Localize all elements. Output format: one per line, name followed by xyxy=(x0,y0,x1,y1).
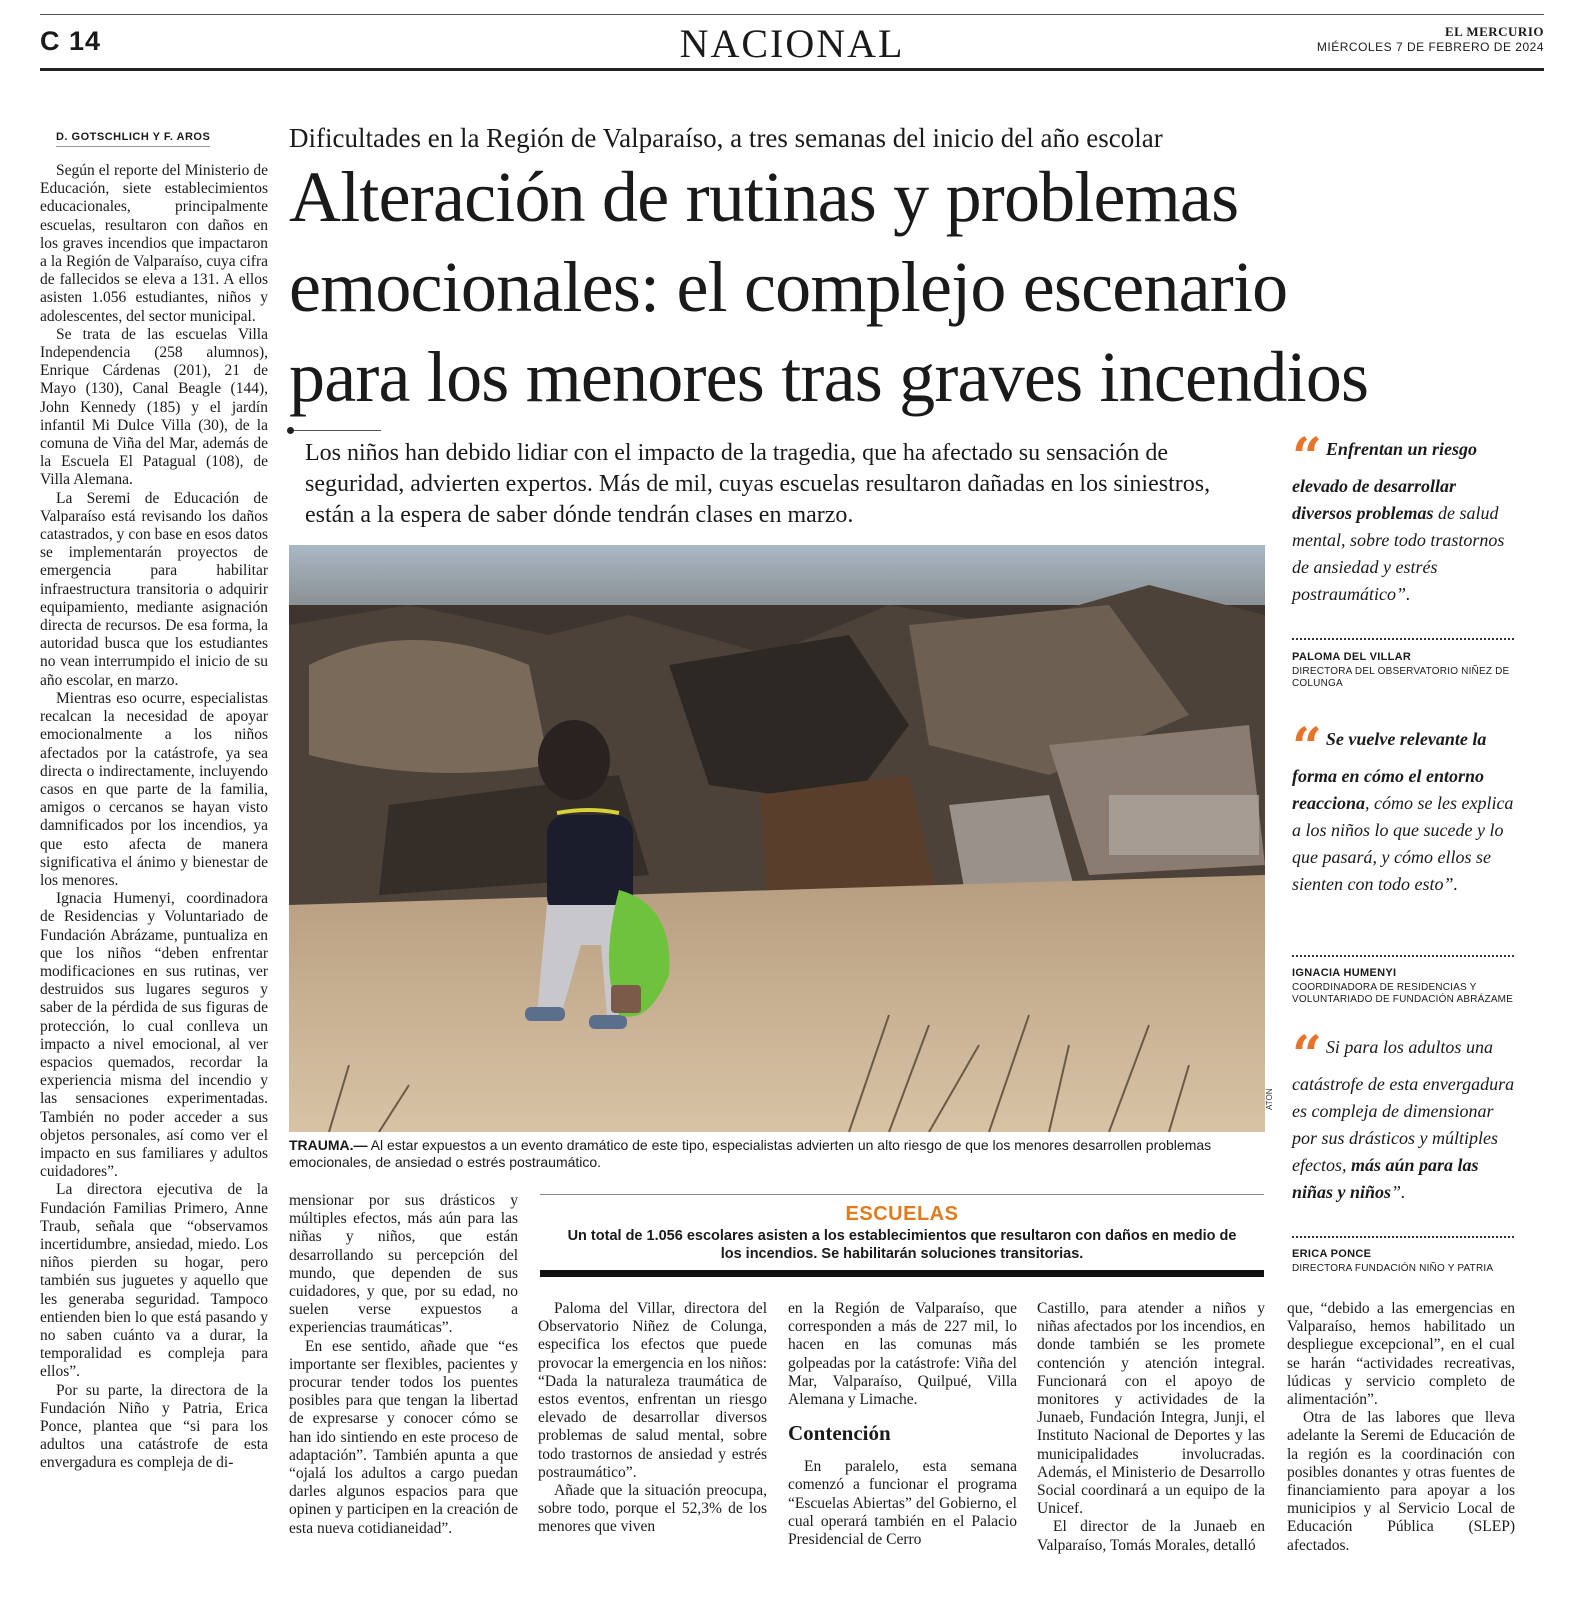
header-top-rule xyxy=(40,14,1544,15)
article-column-2 xyxy=(289,1192,518,1592)
paragraph: Añade que la situación preocupa, sobre todo, porque el 52,3% de los menores que viven xyxy=(538,1482,767,1536)
byline: D. GOTSCHLICH Y F. AROS xyxy=(56,131,210,147)
quote-author: IGNACIA HUMENYI xyxy=(1292,967,1397,979)
photo-illustration xyxy=(289,545,1265,1132)
paragraph: Paloma del Villar, directora del Observatorio Niñez de Colunga, especifica los efectos que puede provocar la emergencia en los niños: “Dada la naturaleza traumática de estos eventos, enfrentan un riesgo elevado de desarrollar diversos problemas de salud mental, sobre todo trastornos de ansiedad y estrés postraumático”. xyxy=(538,1300,767,1481)
paragraph: Ignacia Humenyi, coordinadora de Residencias y Voluntariado de Fundación Abrázame, puntualiza en que los niños “deben enfrentar modificaciones en sus rutinas, ver destruidos sus lugares seguros y saber de la pérdida de sus figuras de protección, lo cual conlleva un impacto a nivel emocional, al ver espacios quemados, recordar la experiencia misma del incendio y las sensaciones experimentadas. También no poder acceder a sus objetos personales, así como ver el impacto en sus familiares y adultos cuidadores”. xyxy=(40,890,268,1181)
photo-credit: ATON xyxy=(1265,1088,1274,1110)
paragraph: que, “debido a las emergencias en Valparaíso, hemos habilitado un despliegue excepcional”, en el cual se harán “actividades recreativas, lúdicas y servicio completo de alimentación”. xyxy=(1287,1300,1515,1409)
quote-mark-icon: “ xyxy=(1292,717,1322,778)
box-top-rule xyxy=(540,1194,1264,1195)
quote-bold: Enfrentan un riesgo elevado de desarrollar diversos problemas xyxy=(1292,439,1477,523)
quote-bold: Se vuelve relevante la forma en cómo el entorno reacciona xyxy=(1292,729,1487,813)
masthead: EL MERCURIO xyxy=(1444,24,1544,39)
article-column-6 xyxy=(1287,1300,1515,1592)
info-box-title: ESCUELAS xyxy=(845,1203,959,1225)
quote-divider xyxy=(1292,1236,1514,1238)
quote-author-role: DIRECTORA DEL OBSERVATORIO NIÑEZ DE COLUNGA xyxy=(1292,666,1510,689)
paragraph: Se trata de las escuelas Villa Independencia (258 alumnos), Enrique Cárdenas (201), 21 de Mayo (130), Canal Beagle (144), John Kennedy (185) y el jardín infantil Mi Dulce Villa (30), de la comuna de Viña del Mar, además de la Escuela El Patagual (108), de Villa Alemana. xyxy=(40,325,268,489)
info-box-text: Un total de 1.056 escolares asisten a los establecimientos que resultaron con daños en medio de los incendios. Se habilitarán soluciones transitorias. xyxy=(567,1228,1237,1262)
deck: Los niños han debido lidiar con el impacto de la tragedia, que ha afectado su sensación de seguridad, advierten expertos. Más de mil, cuyas escuelas resultaron dañadas en los siniestros, están a la espera de saber dónde tendrán clases en marzo. xyxy=(305,440,1211,528)
quote-author-role: DIRECTORA FUNDACIÓN NIÑO Y PATRIA xyxy=(1292,1263,1494,1274)
quote-author: PALOMA DEL VILLAR xyxy=(1292,651,1412,663)
quote-divider xyxy=(1292,955,1514,957)
paragraph: La directora ejecutiva de la Fundación Familias Primero, Anne Traub, señala que “observamos incertidumbre, ansiedad, miedo. Los niños pierden su hogar, pero también sus juguetes y aquello que les generaba seguridad. Tampoco entienden bien lo que está pasando y no saben cuánto va a durar, la temporalidad es compleja para ellos”. xyxy=(40,1181,268,1381)
header-rule xyxy=(40,68,1544,71)
section-title: NACIONAL xyxy=(679,21,905,66)
paragraph: La Seremi de Educación de Valparaíso está revisando los daños catastrados, y con base en esos datos se implementarán proyectos de emergencia para habilitar infraestructura transitoria o adquirir equipamiento, mediante asignación directa de recursos. De esa forma, la autoridad busca que los estudiantes no vean interrumpido el inicio de su año escolar, en marzo. xyxy=(40,489,268,689)
pull-quote xyxy=(1292,1025,1516,1206)
quote-mark-icon: “ xyxy=(1292,1025,1322,1086)
headline-line: para los menores tras graves incendios xyxy=(289,337,1369,417)
quote-divider xyxy=(1292,638,1514,640)
page-number: C 14 xyxy=(40,26,102,56)
article-column-1 xyxy=(40,162,268,1592)
paragraph: Según el reporte del Ministerio de Educación, siete establecimientos educacionales, principalmente escuelas, resultaron con daños en los graves incendios que impactaron a la Región de Valparaíso, cuya cifra de fallecidos se eleva a 131. A ellos asisten 1.056 estudiantes, niños y adolescentes, del sector municipal. xyxy=(40,162,268,325)
kicker: Dificultades en la Región de Valparaíso, a tres semanas del inicio del año escolar xyxy=(289,123,1163,153)
quote-mark-icon: “ xyxy=(1292,427,1322,488)
subhead: Contención xyxy=(788,1421,891,1446)
quote-author-role: COORDINADORA DE RESIDENCIAS Y VOLUNTARIADO DE FUNDACIÓN ABRÁZAME xyxy=(1292,982,1514,1005)
pull-quote xyxy=(1292,717,1516,898)
publication-date: MIÉRCOLES 7 DE FEBRERO DE 2024 xyxy=(1316,40,1544,54)
deck-rule xyxy=(289,430,381,431)
box-bottom-rule xyxy=(540,1270,1264,1277)
paragraph: Castillo, para atender a niños y niñas afectados por los incendios, en donde también se les promete contención y atención integral. Funcionará con el apoyo de monitores y actividades de la Junaeb, Fundación Integra, Junji, el Instituto Nacional de Deportes y las municipalidades involucradas. Además, el Ministerio de Desarrollo Social coordinará a un equipo de la Unicef. xyxy=(1037,1300,1265,1518)
caption-label: TRAUMA.— xyxy=(289,1137,368,1153)
headline xyxy=(289,152,1529,422)
photo-caption xyxy=(289,1137,1265,1171)
article-column-3 xyxy=(538,1300,767,1592)
paragraph: en la Región de Valparaíso, que corresponden a más de 227 mil, lo hacen en las comunas más golpeadas por la catástrofe: Viña del Mar, Valparaíso, Quilpué, Villa Alemana y Limache. xyxy=(788,1300,1017,1409)
article-column-5 xyxy=(1037,1300,1265,1592)
pull-quote xyxy=(1292,427,1516,608)
deck-bullet xyxy=(287,427,294,434)
headline-line: Alteración de rutinas y problemas xyxy=(289,157,1239,237)
quote-author: ERICA PONCE xyxy=(1292,1248,1372,1260)
paragraph: Mientras eso ocurre, especialistas recalcan la necesidad de apoyar emocionalmente a los niños afectados por la catástrofe, ya sea directa o indirectamente, incluyendo casos en que parte de la familia, amigos o cercanos se hayan visto damnificados por los incendios, ya que esto afecta de manera significativa el ánimo y bienestar de los menores. xyxy=(40,689,268,889)
photo-child-in-burned-area xyxy=(289,545,1265,1132)
paragraph: En paralelo, esta semana comenzó a funcionar el programa “Escuelas Abiertas” del Gobierno, el cual operará también en el Palacio Presidencial de Cerro xyxy=(788,1458,1017,1549)
paragraph: En ese sentido, añade que “es importante ser flexibles, pacientes y procurar tender todos los puentes posibles para que tengan la libertad de expresarse y conocer cómo se han ido sintiendo en este proceso de adaptación”. También apunta a que “ojalá los adultos a cargo puedan darles algunos espacios para que opinen y participen en la creación de esta nueva cotidianeidad”. xyxy=(289,1337,518,1537)
quote-text: ”. xyxy=(1391,1182,1406,1202)
headline-line: emocionales: el complejo escenario xyxy=(289,247,1288,327)
article-column-4 xyxy=(788,1300,1017,1592)
quote-text: , cómo se les explica a los niños lo que sucede y lo que pasará, y cómo ellos se sienten con todo esto”. xyxy=(1292,793,1514,894)
paragraph: Otra de las labores que lleva adelante la Seremi de Educación de la región es la coordinación con posibles donantes y otras fuentes de financiamiento para apoyar a los municipios y al Servicio Local de Educación Pública (SLEP) afectados. xyxy=(1287,1409,1515,1554)
quote-text: Si para los adultos una catástrofe de esta envergadura es compleja de dimensionar por sus drásticos y múltiples efectos, xyxy=(1292,1037,1515,1175)
quote-text: de salud mental, sobre todo trastornos de ansiedad y estrés postraumático”. xyxy=(1292,503,1505,604)
quote-bold: más aún para las niñas y niños xyxy=(1292,1155,1479,1202)
paragraph: El director de la Junaeb en Valparaíso, Tomás Morales, detalló xyxy=(1037,1518,1265,1554)
caption-text: Al estar expuestos a un evento dramático de este tipo, especialistas advierten un alto riesgo de que los menores desarrollen problemas emocionales, de ansiedad o estrés postraumático. xyxy=(289,1137,1212,1170)
paragraph: Por su parte, la directora de la Fundación Niño y Patria, Erica Ponce, plantea que “si para los adultos una catástrofe de esta envergadura es compleja de di- xyxy=(40,1381,268,1472)
paragraph: mensionar por sus drásticos y múltiples efectos, más aún para las niñas y niños, que están desarrollando su percepción del mundo, que dependen de sus cuidadores, y que, por su edad, no suelen verse expuestos a experiencias traumáticas”. xyxy=(289,1192,518,1337)
